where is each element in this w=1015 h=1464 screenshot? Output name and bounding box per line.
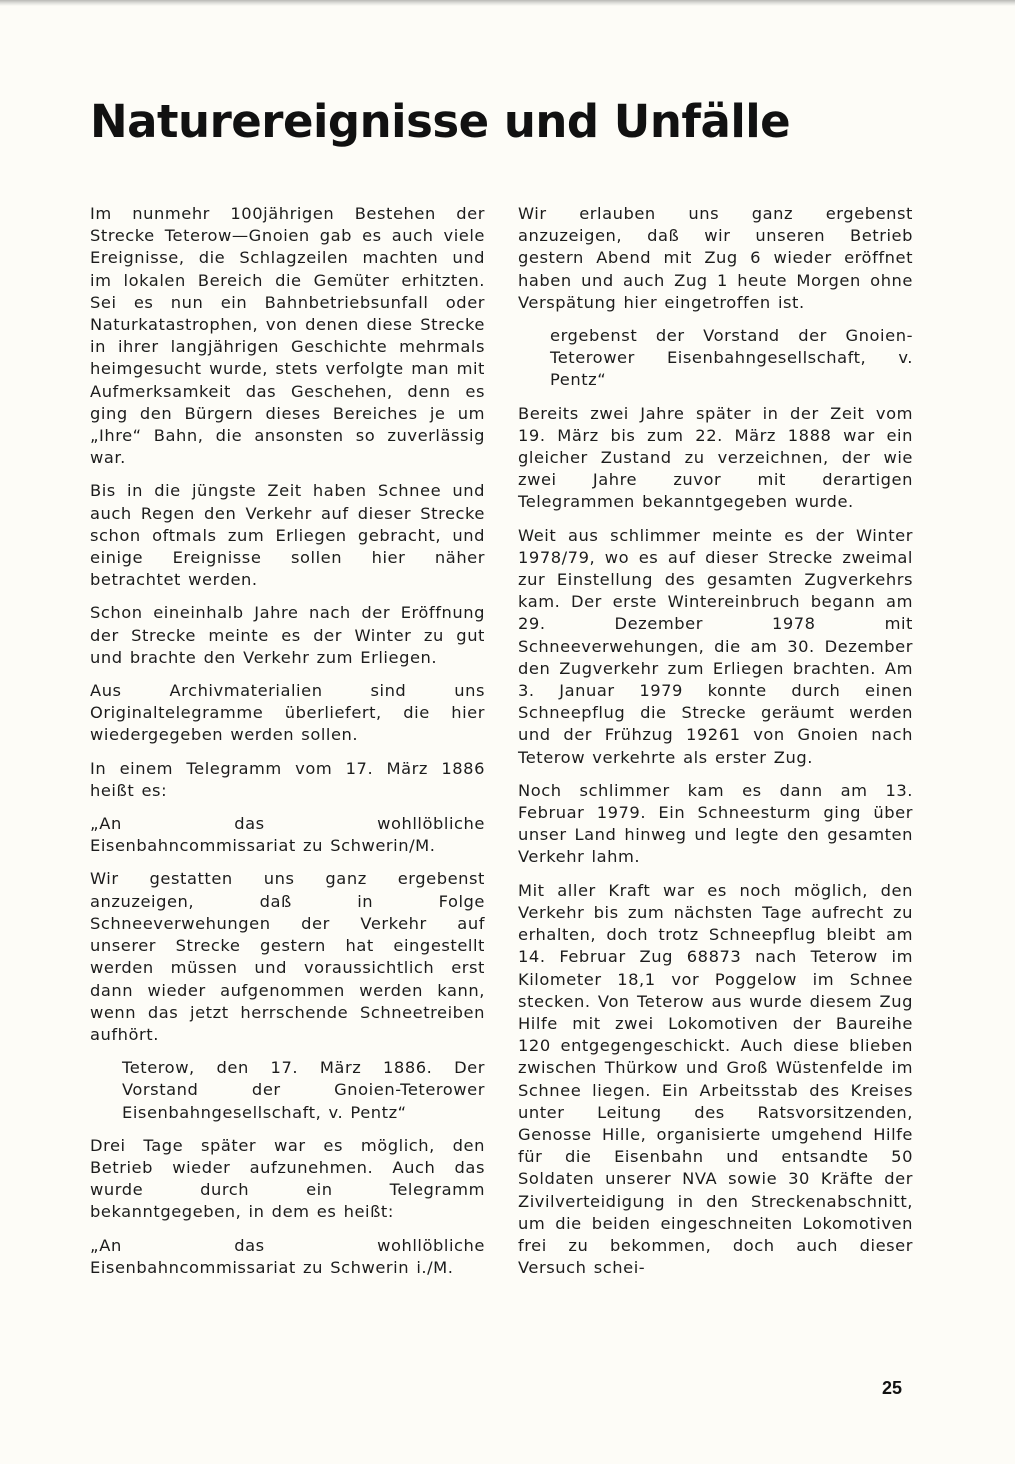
- page-number: 25: [882, 1378, 903, 1398]
- paragraph-three-days-later: Drei Tage später war es möglich, den Betrieb wieder aufzunehmen. Auch das wurde durch ein Telegramm bekanntgegeben, in dem es heißt:: [90, 1135, 485, 1222]
- paragraph-snow-rain: Bis in die jüngste Zeit haben Schnee und auch Regen den Verkehr auf dieser Strecke schon oftmals zum Erliegen gebracht, und einige Ereignisse sollen hier näher betrachtet werden.: [90, 481, 485, 590]
- paragraph-february-1979: Noch schlimmer kam es dann am 13. Februar 1979. Ein Schneesturm ging über unser Land hinweg und legte den gesamten Verkehr lahm.: [518, 780, 913, 867]
- paragraph-rescue-effort: Mit aller Kraft war es noch möglich, den Verkehr bis zum nächsten Tage aufrecht zu erhalten, doch trotz Schneepflug bleibt am 14. Februar Zug 68873 nach Teterow im Kilometer 18,1 vor Poggelow im Schnee stecken. Von Teterow aus wurde diesem Zug Hilfe mit zwei Lokomotiven der Baureihe 120 entgegengeschickt. Auch diese blieben zwischen Thürkow und Groß Wüstenfelde im Schnee liegen. Ein Arbeitsstab des Kreises unter Leitung des Ratsvorsitzenden, Genosse Hille, organisierte umgehend Hilfe für die Eisenbahn und entsandte 50 Soldaten unserer NVA sowie 30 Kräfte der Zivilverteidigung in den Streckenabschnitt, um die beiden eingeschneiten Lokomotiven frei zu bekommen, doch auch dieser Versuch schei-: [518, 880, 913, 1278]
- paragraph-1888: Bereits zwei Jahre später in der Zeit vom 19. März bis zum 22. März 1888 war ein gleicher Zustand zu verzeichnen, der wie zwei Jahre zuvor mit derartigen Telegrammen bekanntgegeben wurde.: [518, 403, 913, 512]
- paragraph-intro: Im nunmehr 100jährigen Bestehen der Strecke Teterow—Gnoien gab es auch viele Ereignisse, die Schlagzeilen machten und im lokalen Bereich die Gemüter erhitzten. Sei es nun ein Bahnbetriebsunfall oder Naturkatastrophen, von denen diese Strecke in ihrer langjährigen Geschichte mehrmals heimgesucht wurde, stets verfolgte man mit Aufmerksamkeit das Geschehen, denn es ging den Bürgern dieses Bereiches je um „Ihre“ Bahn, die ansonsten so zuverlässig war.: [90, 204, 485, 468]
- page-top-edge: [0, 0, 1015, 6]
- telegram-1-address: „An das wohllöbliche Eisenbahncommissariat zu Schwerin/M.: [90, 814, 485, 856]
- left-column: [90, 203, 485, 1290]
- page-title: Naturereignisse und Unfälle: [90, 95, 791, 148]
- paragraph-telegram-intro: In einem Telegramm vom 17. März 1886 heißt es:: [90, 758, 485, 800]
- paragraph-first-winter: Schon eineinhalb Jahre nach der Eröffnung der Strecke meinte es der Winter zu gut und brachte den Verkehr zum Erliegen.: [90, 603, 485, 667]
- paragraph-archive: Aus Archivmaterialien sind uns Originaltelegramme überliefert, die hier wiedergegeben werden sollen.: [90, 681, 485, 745]
- paragraph-winter-1978: Weit aus schlimmer meinte es der Winter 1978/79, wo es auf dieser Strecke zweimal zur Einstellung des gesamten Zugverkehrs kam. Der erste Wintereinbruch begann am 29. Dezember 1978 mit Schneeverwehungen, die am 30. Dezember den Zugverkehr zum Erliegen brachten. Am 3. Januar 1979 konnte durch einen Schneepflug die Strecke geräumt werden und der Frühzug 19261 von Gnoien nach Teterow verkehrte als erster Zug.: [518, 525, 913, 767]
- telegram-1-body: Wir gestatten uns ganz ergebenst anzuzeigen, daß in Folge Schneeverwehungen der Verkehr auf unserer Strecke gestern hat eingestellt werden müssen und voraussichtlich erst dann wieder aufgenommen werden kann, wenn das jetzt herrschende Schneetreiben aufhört.: [90, 869, 485, 1044]
- telegram-1-signature: Teterow, den 17. März 1886. Der Vorstand der Gnoien-Teterower Eisenbahngesellschaft, v. Pentz“: [122, 1058, 485, 1122]
- telegram-2-signature: ergebenst der Vorstand der Gnoien-Teterower Eisenbahngesellschaft, v. Pentz“: [550, 326, 913, 390]
- telegram-2-address: „An das wohllöbliche Eisenbahncommissariat zu Schwerin i./M.: [90, 1235, 485, 1277]
- telegram-2-body: Wir erlauben uns ganz ergebenst anzuzeigen, daß wir unseren Betrieb gestern Abend mit Zug 6 wieder eröffnet haben und auch Zug 1 heute Morgen ohne Verspätung hier eingetroffen ist.: [518, 204, 913, 312]
- right-column: [518, 203, 913, 1290]
